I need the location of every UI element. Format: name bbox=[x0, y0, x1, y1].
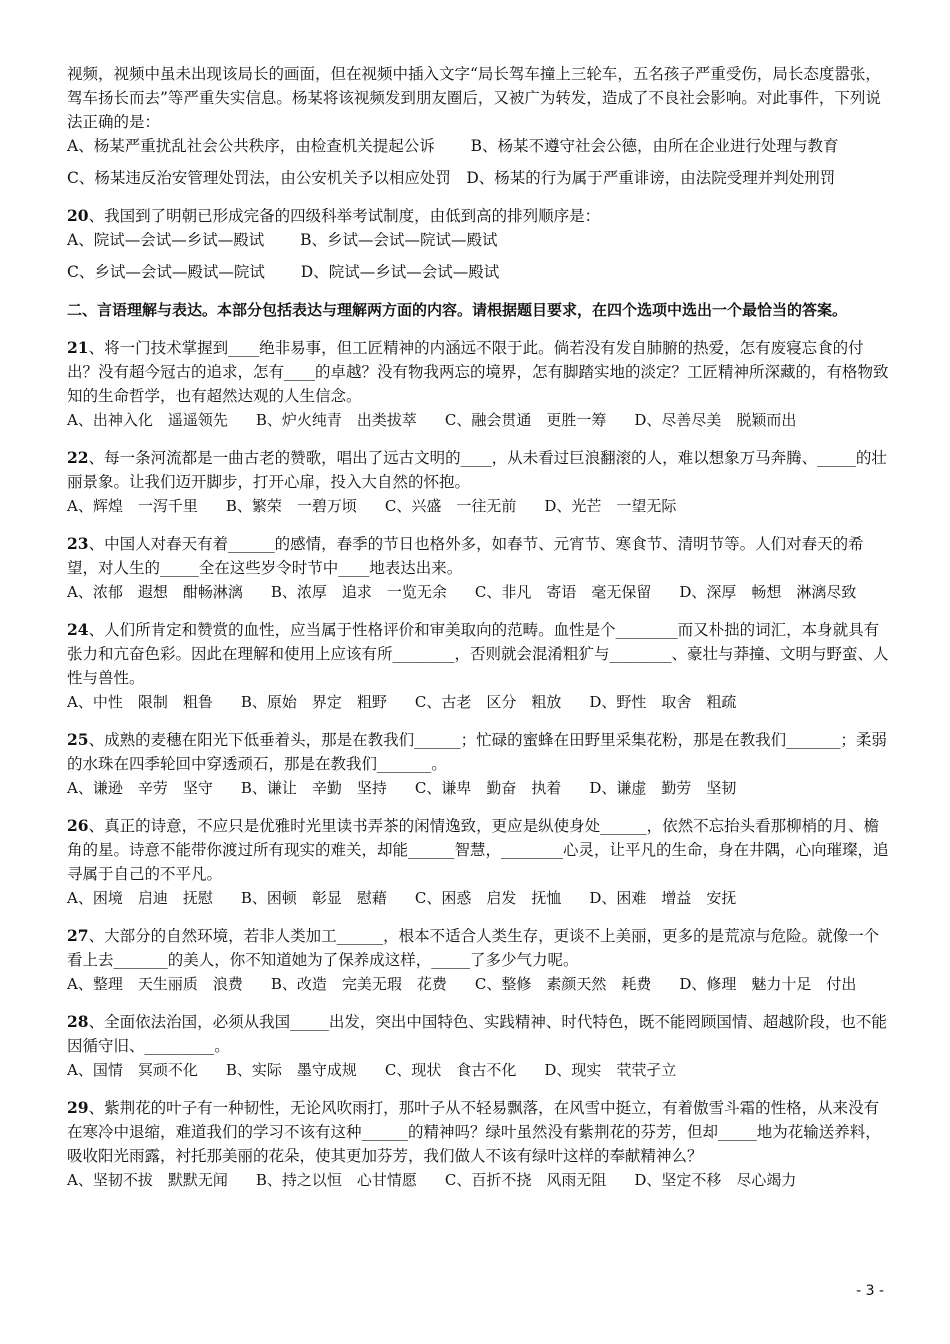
q23-option-a: A、浓郁 遐想 酣畅淋漓 bbox=[67, 583, 243, 601]
q28-options bbox=[67, 1058, 892, 1082]
q24-option-b: B、原始 界定 粗野 bbox=[240, 693, 387, 711]
q25-option-b: B、谦让 辛勤 坚持 bbox=[240, 779, 387, 797]
q24-option-c: C、古老 区分 粗放 bbox=[414, 693, 562, 711]
q20-options-cd: C、乡试—会试—殿试—院试 D、院试—乡试—会试—殿试 bbox=[67, 263, 500, 281]
q23-stem: 23、中国人对春天有着______的感情，春季的节日也格外多，如春节、元宵节、寒食节、清明节等。人们对春天的希望，对人生的_____全在这些岁令时节中____地表达出来。 bbox=[67, 534, 864, 577]
q29-option-c: C、百折不挠 风雨无阻 bbox=[444, 1171, 607, 1189]
q28-stem: 28、全面依法治国，必须从我国_____出发，突出中国特色、实践精神、时代特色，既不能罔顾国情、超越阶段，也不能因循守旧、_________。 bbox=[67, 1012, 887, 1055]
q27-option-a: A、整理 天生丽质 浪费 bbox=[67, 975, 243, 993]
q25-option-d: D、谦虚 勤劳 坚韧 bbox=[589, 779, 737, 797]
q22-option-d: D、光芒 一望无际 bbox=[544, 497, 677, 515]
q29-stem: 29、紫荆花的叶子有一种韧性，无论风吹雨打，那叶子从不轻易飘落，在风雪中挺立，有着傲雪斗霜的性格，从来没有在寒冷中退缩，难道我们的学习不该有这种______的精神吗？绿叶虽然没有紫荆花的芬芳，但却_____地为花输送养料，吸收阳光雨露，衬托那美丽的花朵，使其更加芬芳，我们做人不该有绿叶这样的奉献精神么？ bbox=[67, 1098, 881, 1165]
q20-stem: 20、我国到了明朝已形成完备的四级科举考试制度，由低到高的排列顺序是： bbox=[67, 206, 601, 225]
q21-option-b: B、炉火纯青 出类拔萃 bbox=[255, 411, 417, 429]
q20-number: 20 bbox=[67, 206, 89, 225]
q25-option-c: C、谦卑 勤奋 执着 bbox=[414, 779, 562, 797]
q29-option-a: A、坚韧不拔 默默无闻 bbox=[67, 1171, 228, 1189]
q19-stem: 视频，视频中虽未出现该局长的画面，但在视频中插入文字“局长驾车撞上三轮车，五名孩子严重受伤，局长态度嚣张，驾车扬长而去”等严重失实信息。杨某将该视频发到朋友圈后，又被广为转发，造成了不良社会影响。对此事件，下列说法正确的是： bbox=[67, 65, 881, 131]
q27-option-c: C、整修 素颜天然 耗费 bbox=[474, 975, 652, 993]
q28-option-a: A、国情 冥顽不化 bbox=[67, 1061, 198, 1079]
q27-option-b: B、改造 完美无瑕 花费 bbox=[270, 975, 447, 993]
q26-option-b: B、困顿 彰显 慰藉 bbox=[240, 889, 387, 907]
q27-number: 27 bbox=[67, 926, 89, 945]
section2-heading: 二、言语理解与表达。本部分包括表达与理解两方面的内容。请根据题目要求，在四个选项中选出一个最恰当的答案。 bbox=[67, 301, 848, 319]
q24-stem: 24、人们所肯定和赞赏的血性，应当属于性格评价和审美取向的范畴。血性是个________而又朴拙的词汇，本身就具有张力和亢奋色彩。因此在理解和使用上应该有所________，否则就会混淆粗犷与________、豪壮与莽撞、文明与野蛮、人性与兽性。 bbox=[67, 620, 889, 687]
q21-options bbox=[67, 408, 892, 432]
q19-options-ab: A、杨某严重扰乱社会公共秩序，由检查机关提起公诉 B、杨某不遵守社会公德，由所在企业进行处理与教育 bbox=[67, 137, 839, 155]
q26-number: 26 bbox=[67, 816, 89, 835]
q21-option-a: A、出神入化 遥遥领先 bbox=[67, 411, 228, 429]
q28-number: 28 bbox=[67, 1012, 89, 1031]
q29-option-d: D、坚定不移 尽心竭力 bbox=[634, 1171, 797, 1189]
q29-number: 29 bbox=[67, 1098, 89, 1117]
q25-number: 25 bbox=[67, 730, 89, 749]
q21-option-c: C、融会贯通 更胜一筹 bbox=[444, 411, 607, 429]
q25-stem: 25、成熟的麦穗在阳光下低垂着头，那是在教我们______；忙碌的蜜蜂在田野里采集花粉，那是在教我们_______；柔弱的水珠在四季轮回中穿透顽石，那是在教我们_______。 bbox=[67, 730, 887, 773]
q27-option-d: D、修理 魅力十足 付出 bbox=[679, 975, 857, 993]
q29-options bbox=[67, 1168, 892, 1192]
page-content bbox=[67, 62, 892, 1192]
q23-option-d: D、深厚 畅想 淋漓尽致 bbox=[679, 583, 857, 601]
q24-options bbox=[67, 690, 892, 714]
q23-option-c: C、非凡 寄语 毫无保留 bbox=[474, 583, 652, 601]
q23-options bbox=[67, 580, 892, 604]
q22-option-a: A、辉煌 一泻千里 bbox=[67, 497, 198, 515]
q22-option-c: C、兴盛 一往无前 bbox=[384, 497, 517, 515]
q21-option-d: D、尽善尽美 脱颖而出 bbox=[634, 411, 797, 429]
q26-option-a: A、困境 启迪 抚慰 bbox=[67, 889, 213, 907]
q28-option-c: C、现状 食古不化 bbox=[384, 1061, 517, 1079]
q24-option-a: A、中性 限制 粗鲁 bbox=[67, 693, 213, 711]
page-number: - 3 - bbox=[856, 1283, 884, 1299]
q22-stem: 22、每一条河流都是一曲古老的赞歌，唱出了远古文明的____，从未看过巨浪翻滚的人，难以想象万马奔腾、_____的壮丽景象。让我们迈开脚步，打开心扉，投入大自然的怀抱。 bbox=[67, 448, 887, 491]
q29-option-b: B、持之以恒 心甘情愿 bbox=[255, 1171, 417, 1189]
q22-number: 22 bbox=[67, 448, 89, 467]
q25-options bbox=[67, 776, 892, 800]
q21-stem: 21、将一门技术掌握到____绝非易事，但工匠精神的内涵远不限于此。倘若没有发自肺腑的热爱，怎有废寝忘食的付出？没有超今冠古的追求，怎有____的卓越？没有物我两忘的境界，怎有脚踏实地的淡定？工匠精神所深藏的，有格物致知的生命哲学，也有超然达观的人生信念。 bbox=[67, 338, 889, 405]
q19-options-cd: C、杨某违反治安管理处罚法，由公安机关予以相应处罚 D、杨某的行为属于严重诽谤，由法院受理并判处刑罚 bbox=[67, 169, 836, 187]
q25-option-a: A、谦逊 辛劳 坚守 bbox=[67, 779, 213, 797]
q21-number: 21 bbox=[67, 338, 89, 357]
q28-option-d: D、现实 茕茕孑立 bbox=[544, 1061, 677, 1079]
q20-options-ab: A、院试—会试—乡试—殿试 B、乡试—会试—院试—殿试 bbox=[67, 231, 498, 249]
q28-option-b: B、实际 墨守成规 bbox=[225, 1061, 357, 1079]
q23-option-b: B、浓厚 追求 一览无余 bbox=[270, 583, 447, 601]
q23-number: 23 bbox=[67, 534, 89, 553]
q24-number: 24 bbox=[67, 620, 89, 639]
q26-option-c: C、困惑 启发 抚恤 bbox=[414, 889, 562, 907]
q22-option-b: B、繁荣 一碧万顷 bbox=[225, 497, 357, 515]
q26-stem: 26、真正的诗意，不应只是优雅时光里读书弄茶的闲情逸致，更应是纵使身处______，依然不忘抬头看那柳梢的月、檐角的星。诗意不能带你渡过所有现实的难关，却能______智慧，________心灵，让平凡的生命，身在井隅，心向璀璨，追寻属于自己的不平凡。 bbox=[67, 816, 889, 883]
q24-option-d: D、野性 取舍 粗疏 bbox=[589, 693, 737, 711]
q26-options bbox=[67, 886, 892, 910]
q22-options bbox=[67, 494, 892, 518]
q26-option-d: D、困难 增益 安抚 bbox=[589, 889, 737, 907]
q27-options bbox=[67, 972, 892, 996]
q27-stem: 27、大部分的自然环境，若非人类加工______，根本不适合人类生存，更谈不上美丽，更多的是荒凉与危险。就像一个看上去_______的美人，你不知道她为了保养成这样，_____了多少气力呢。 bbox=[67, 926, 880, 969]
